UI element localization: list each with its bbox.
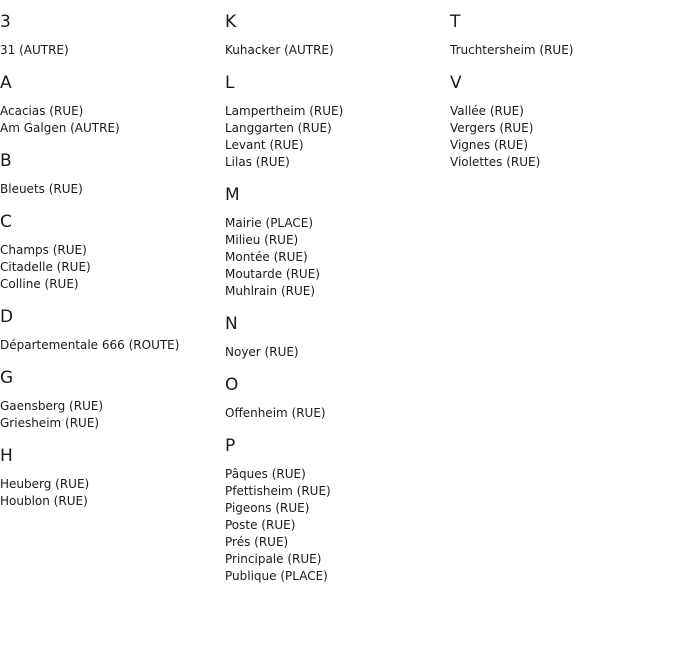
street-link[interactable]: Lilas (RUE) [225, 155, 290, 169]
letter-group-g [0, 368, 220, 432]
letter-group-t [450, 12, 670, 59]
street-link[interactable]: Truchtersheim (RUE) [450, 43, 574, 57]
street-link[interactable]: Moutarde (RUE) [225, 267, 320, 281]
street-index-column-2 [225, 12, 445, 599]
street-link[interactable]: Mairie (PLACE) [225, 216, 314, 230]
street-link[interactable]: Colline (RUE) [0, 277, 79, 291]
street-link[interactable]: Bleuets (RUE) [0, 182, 83, 196]
group-letter-heading: 3 [0, 12, 11, 32]
letter-group-b [0, 151, 220, 198]
street-link[interactable]: Vignes (RUE) [450, 138, 529, 152]
letter-group-d [0, 307, 220, 354]
street-link[interactable]: Langgarten (RUE) [225, 121, 332, 135]
group-letter-heading: D [0, 307, 14, 327]
group-letter-heading: V [450, 73, 462, 93]
street-link[interactable]: Kuhacker (AUTRE) [225, 43, 334, 57]
group-letter-heading: G [0, 368, 14, 388]
street-link[interactable]: Houblon (RUE) [0, 494, 88, 508]
letter-group-c [0, 212, 220, 293]
street-link[interactable]: Prés (RUE) [225, 535, 289, 549]
group-letter-heading: O [225, 375, 239, 395]
street-link[interactable]: Violettes (RUE) [450, 155, 541, 169]
letter-group-l [225, 73, 445, 171]
street-link[interactable]: Citadelle (RUE) [0, 260, 91, 274]
street-link[interactable]: Lampertheim (RUE) [225, 104, 344, 118]
street-link[interactable]: Poste (RUE) [225, 518, 296, 532]
street-link[interactable]: Acacias (RUE) [0, 104, 84, 118]
street-link[interactable]: Pâques (RUE) [225, 467, 306, 481]
street-link[interactable]: Pigeons (RUE) [225, 501, 310, 515]
street-link[interactable]: Montée (RUE) [225, 250, 308, 264]
street-link[interactable]: Publique (PLACE) [225, 569, 328, 583]
letter-group-m [225, 185, 445, 300]
street-link[interactable]: Heuberg (RUE) [0, 477, 90, 491]
street-link[interactable]: Levant (RUE) [225, 138, 304, 152]
street-index-column-3 [450, 12, 670, 185]
group-letter-heading: A [0, 73, 12, 93]
street-link[interactable]: Pfettisheim (RUE) [225, 484, 331, 498]
street-link[interactable]: Muhlrain (RUE) [225, 284, 316, 298]
street-link[interactable]: Départementale 666 (ROUTE) [0, 338, 180, 352]
street-link[interactable]: Principale (RUE) [225, 552, 322, 566]
street-link[interactable]: Griesheim (RUE) [0, 416, 100, 430]
letter-group-3 [0, 12, 220, 59]
group-letter-heading: P [225, 436, 236, 456]
street-link[interactable]: Milieu (RUE) [225, 233, 299, 247]
letter-group-n [225, 314, 445, 361]
group-letter-heading: M [225, 185, 240, 205]
letter-group-v [450, 73, 670, 171]
letter-group-a [0, 73, 220, 137]
letter-group-h [0, 446, 220, 510]
group-letter-heading: N [225, 314, 238, 334]
group-letter-heading: B [0, 151, 12, 171]
group-letter-heading: L [225, 73, 235, 93]
street-link[interactable]: Offenheim (RUE) [225, 406, 326, 420]
street-link[interactable]: Champs (RUE) [0, 243, 87, 257]
street-link[interactable]: 31 (AUTRE) [0, 43, 69, 57]
letter-group-o [225, 375, 445, 422]
street-link[interactable]: Vallée (RUE) [450, 104, 524, 118]
letter-group-k [225, 12, 445, 59]
street-link[interactable]: Noyer (RUE) [225, 345, 299, 359]
street-link[interactable]: Vergers (RUE) [450, 121, 534, 135]
group-letter-heading: K [225, 12, 237, 32]
street-index-column-1 [0, 12, 220, 524]
group-letter-heading: C [0, 212, 12, 232]
street-link[interactable]: Gaensberg (RUE) [0, 399, 104, 413]
group-letter-heading: H [0, 446, 13, 466]
group-letter-heading: T [450, 12, 461, 32]
letter-group-p [225, 436, 445, 585]
street-link[interactable]: Am Galgen (AUTRE) [0, 121, 120, 135]
